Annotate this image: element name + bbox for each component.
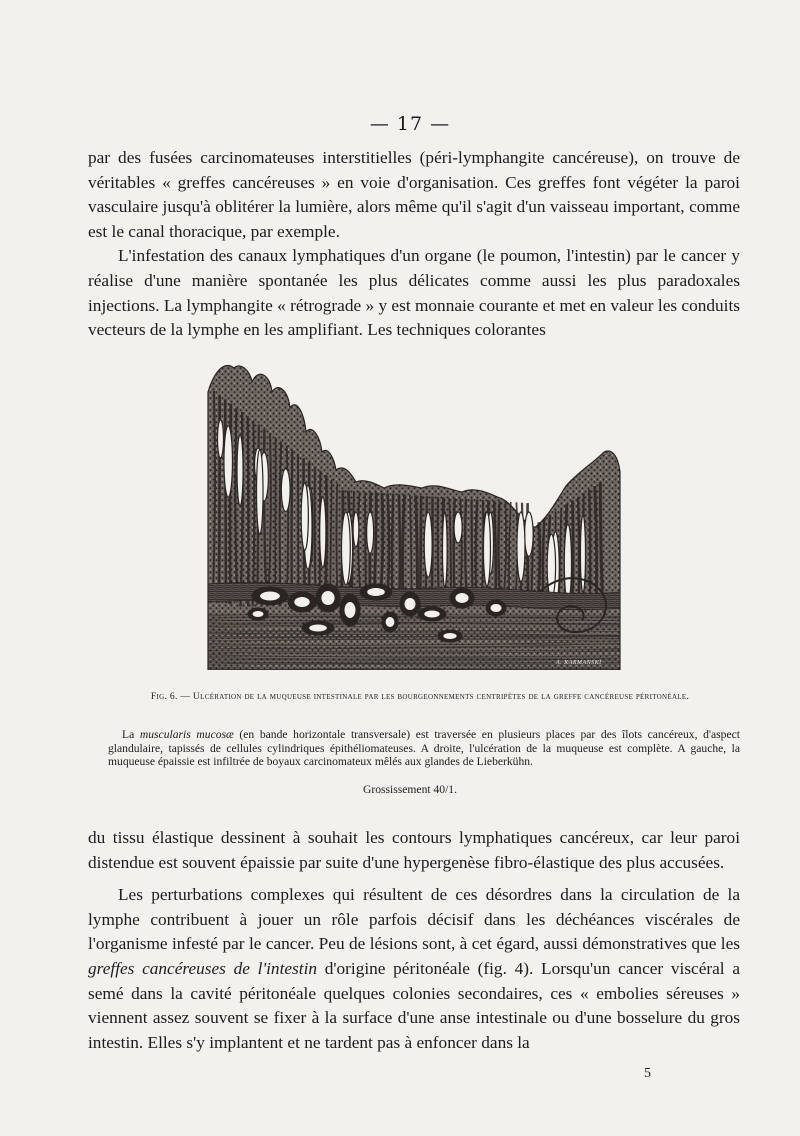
- figure-magnification: Grossissement 40/1.: [362, 783, 458, 796]
- body-text-bottom: [88, 826, 740, 1055]
- paragraph-text-after: d'origine péritonéale (fig. 4). Lorsqu'un cancer viscéral a semé dans la cavité péritonéale quelques colonies secondaires, ces « embolies séreuses » viennent assez souvent se fixer à la surface d'une anse intestinale ou d'une bosselure du gros intestin. Elles s'y implantent et ne tardent pas à enfoncer dans la: [88, 958, 740, 1052]
- caption-term-italic: muscularis mucosæ: [139, 728, 234, 741]
- histology-figure: [200, 352, 626, 670]
- artist-signature: A. KARMANSKI: [556, 660, 602, 666]
- figure-caption-title: Fig. 6. — Ulcération de la muqueuse intestinale par les bourgeonnements centripètes de la greffe cancéreuse péritonéale.: [150, 691, 690, 702]
- body-text-top: [88, 146, 740, 343]
- paragraph-continuation: par des fusées carcinomateuses interstitielles (péri-lymphangite cancéreuse), on trouve de véritables « greffes cancéreuses » en voie d'organisation. Ces greffes font végéter la paroi vasculaire jusqu'à oblitérer la lumière, alors même qu'il s'agit d'un vaisseau important, comme est le canal thoracique, par exemple.: [88, 148, 740, 241]
- caption-prefix: La: [122, 728, 140, 741]
- figure-caption-description: [108, 728, 740, 769]
- signature-mark: 5: [644, 1066, 651, 1081]
- mucosa-drawing: [208, 365, 620, 670]
- paragraph-lymphatic-infestation: L'infestation des canaux lymphatiques d'un organe (le poumon, l'intestin) par le cancer y réalise d'une manière spontanée les plus délicates comme aussi les plus paradoxales injections. La lymphangite « rétrograde » y est monnaie courante et met en valeur les conduits vecteurs de la lymphe en les amplifiant. Les techniques colorantes: [88, 246, 740, 340]
- page-number: — 17 —: [369, 113, 451, 135]
- paragraph-italic-term: greffes cancéreuses de l'intestin: [88, 958, 318, 978]
- histology-engraving: [200, 352, 626, 670]
- paragraph-text-before: Les perturbations complexes qui résultent de ces désordres dans la circulation de la lymphe contribuent à jouer un rôle parfois décisif dans les déchéances viscérales de l'organisme infesté par le cancer. Peu de lésions sont, à cet égard, aussi démonstratives que les: [88, 885, 740, 954]
- caption-body: (en bande horizontale transversale) est traversée en plusieurs places par des îlots cancéreux, d'aspect glandulaire, tapissés de cellules cylindriques épithéliomateuses. A droite, l'ulcération de la muqueuse est complète. A gauche, la muqueuse épaissie est infiltrée de boyaux carcinomateux mêlés aux glandes de Lieberkühn.: [108, 728, 740, 769]
- paragraph-elastic-tissue: du tissu élastique dessinent à souhait les contours lymphatiques cancéreux, car leur paroi distendue est souvent épaissie par suite d'une hypergenèse fibro-élastique des plus accusées.: [88, 828, 740, 872]
- paragraph-intestinal-grafts: [88, 883, 740, 1055]
